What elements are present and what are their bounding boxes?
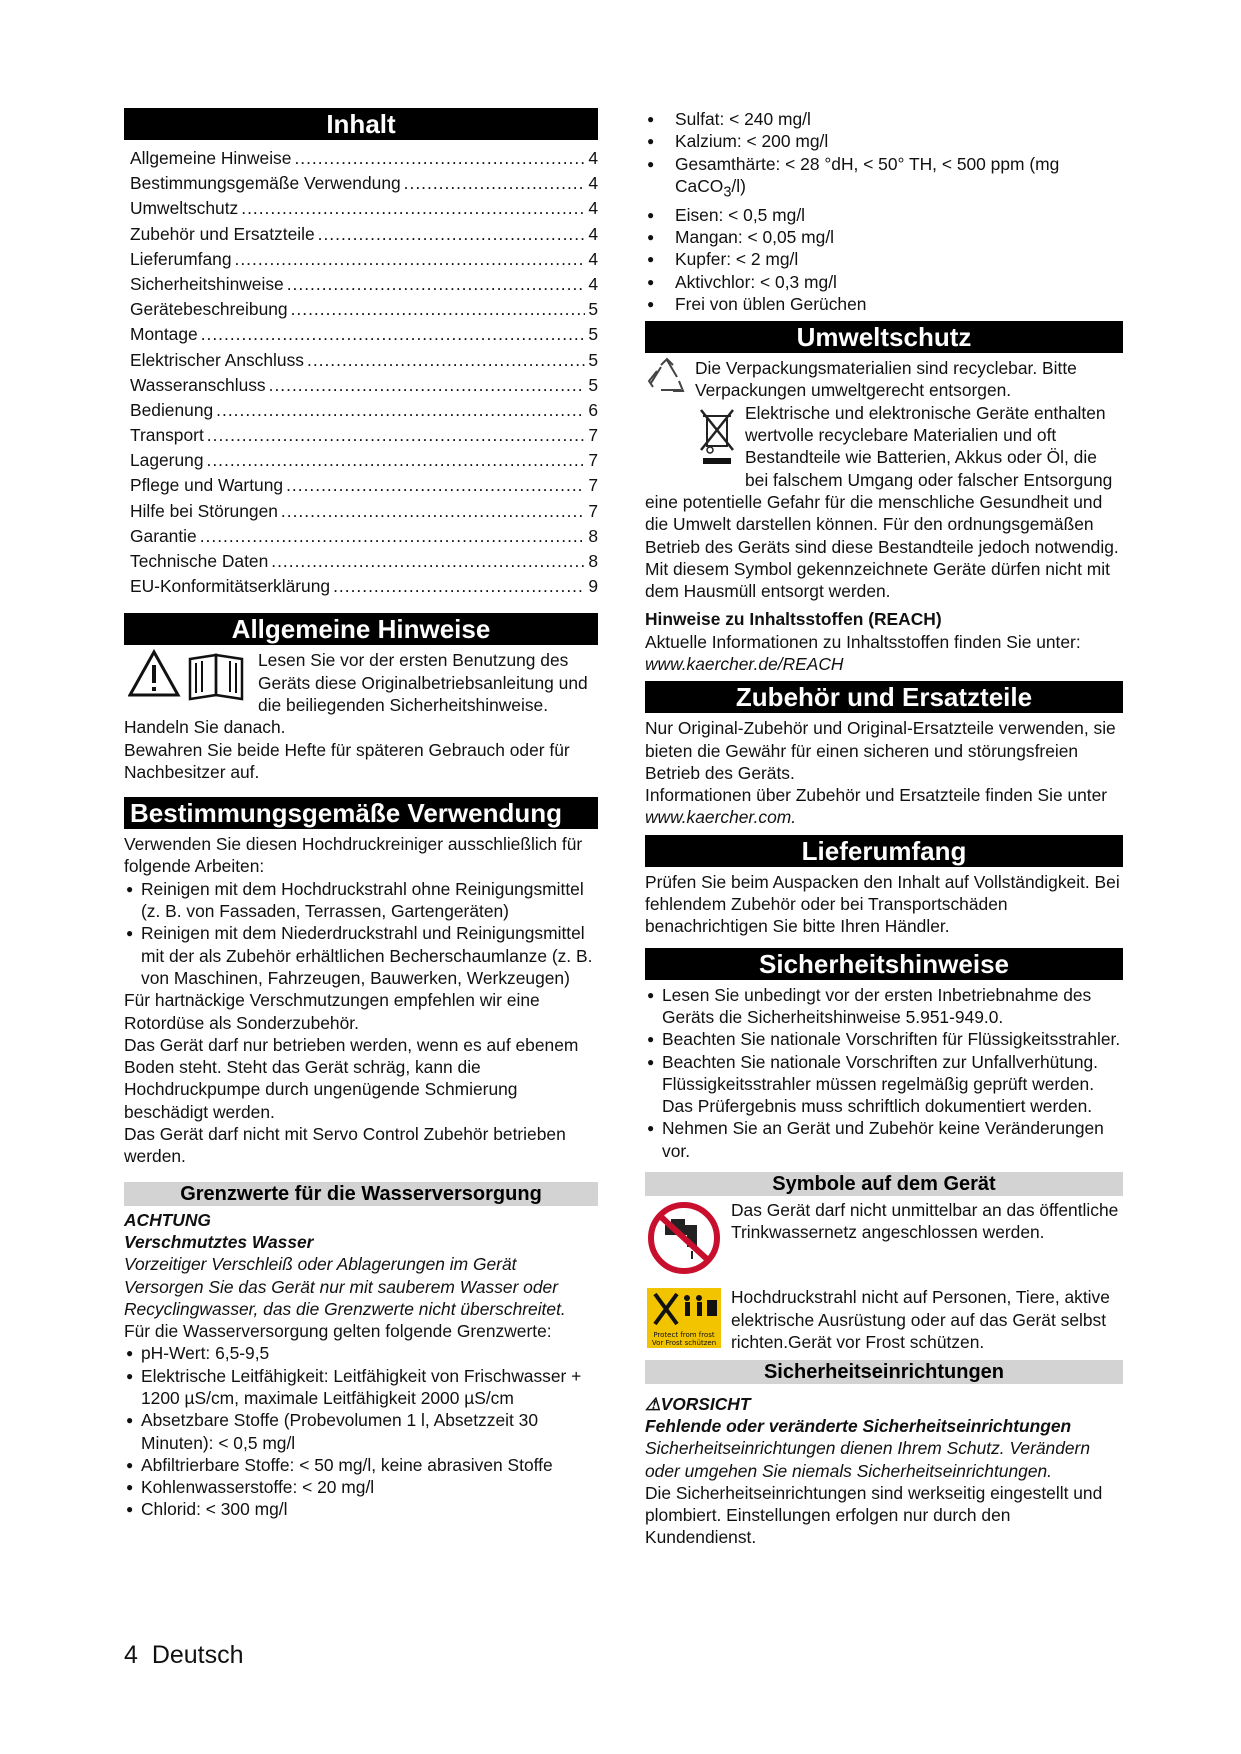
toc-entry-page: 4 bbox=[588, 173, 598, 194]
crossed-bin-icon bbox=[697, 406, 737, 471]
toc-entry[interactable] bbox=[130, 499, 598, 524]
toc-entry[interactable] bbox=[130, 373, 598, 398]
subscript-3: 3 bbox=[723, 184, 732, 201]
list-item: ● Sulfat: < 240 mg/l bbox=[645, 108, 1123, 130]
section-heading-allgemeine-hinweise: Allgemeine Hinweise bbox=[124, 613, 598, 645]
reach-text: Aktuelle Informationen zu Inhaltsstoffen finden Sie unter: www.kaercher.de/REACH bbox=[645, 631, 1081, 674]
toc-entry[interactable] bbox=[130, 322, 598, 347]
lieferumfang-paragraph: Prüfen Sie beim Auspacken den Inhalt auf Vollständigkeit. Bei fehlendem Zubehör oder bei Transportschäden benachrichtigen Sie bitte Ihren Händler. bbox=[645, 871, 1120, 937]
section-heading-umweltschutz: Umweltschutz bbox=[645, 321, 1123, 353]
toc-entry-title: Bestimmungsgemäße Verwendung bbox=[130, 173, 401, 194]
toc-entry-page: 4 bbox=[588, 223, 598, 244]
toc-entry-page: 7 bbox=[588, 500, 598, 521]
toc-leader-dots bbox=[201, 322, 586, 347]
no-spray-frost-warning-icon bbox=[647, 1288, 721, 1353]
allgemeine-hinweise-paragraph-2: Bewahren Sie beide Hefte für späteren Gebrauch oder für Nachbesitzer auf. bbox=[124, 739, 570, 782]
list-item: ● pH-Wert: 6,5-9,5 bbox=[124, 1342, 598, 1364]
zubehoer-paragraph-1: Nur Original-Zubehör und Original-Ersatzteile verwenden, sie bieten die Gewähr für einen sicheren und störungsfreien Betrieb des Geräts. bbox=[645, 718, 1116, 783]
toc-entry-page: 7 bbox=[588, 425, 598, 446]
table-of-contents bbox=[130, 146, 598, 599]
toc-entry-title: Pflege und Wartung bbox=[130, 475, 284, 496]
list-item: ● Abfiltrierbare Stoffe: < 50 mg/l, keine abrasiven Stoffe bbox=[124, 1454, 598, 1476]
toc-entry-title: Allgemeine Hinweise bbox=[130, 148, 292, 168]
toc-leader-dots bbox=[287, 272, 586, 297]
no-drinking-water-connection-icon bbox=[647, 1201, 721, 1280]
list-item: ● Kupfer: < 2 mg/l bbox=[645, 248, 1123, 270]
toc-entry-title: Zubehör und Ersatzteile bbox=[130, 223, 315, 244]
toc-entry-page: 5 bbox=[588, 374, 598, 395]
list-item: ● Gesamthärte: < 28 °dH, < 50° TH, < 500 ppm (mg CaCO$_3$/l) bbox=[645, 153, 1123, 204]
toc-leader-dots bbox=[207, 423, 586, 448]
list-item: ● Reinigen mit dem Niederdruckstrahl und Reinigungsmittel mit der als Zubehör erhältlichen Becherschaumlanze (z. B. von Maschinen, Fahrzeugen, Bauwerken, Werkzeugen) bbox=[124, 922, 598, 989]
symbol-label-2: Vor Frost schützen bbox=[651, 1339, 717, 1348]
vorsicht-text: Sicherheitseinrichtungen dienen Ihrem Schutz. Verändern oder umgehen Sie niemals Sicherheitseinrichtungen. bbox=[645, 1438, 1091, 1481]
toc-entry[interactable] bbox=[130, 549, 598, 574]
sicherheitshinweise-list bbox=[645, 984, 1123, 1162]
toc-entry-page: 5 bbox=[588, 299, 598, 320]
grenzwerte-notice-text: Vorzeitiger Verschleiß oder Ablagerungen im Gerät Versorgen Sie das Gerät nur mit sauberem Wasser oder Recyclingwasser, das die Grenzwerte nicht überschreitet. bbox=[124, 1254, 566, 1319]
toc-leader-dots bbox=[269, 373, 586, 398]
footer-language: Deutsch bbox=[151, 1641, 244, 1669]
list-item: ● Beachten Sie nationale Vorschriften zur Unfallverhütung. Flüssigkeitsstrahler müssen regelmäßig geprüft werden. Das Prüfergebnis muss schriftlich dokumentiert werden. bbox=[645, 1051, 1123, 1118]
section-heading-sicherheitshinweise: Sicherheitshinweise bbox=[645, 948, 1123, 980]
section-heading-zubehoer: Zubehör und Ersatzteile bbox=[645, 681, 1123, 713]
list-item: ● Frei von üblen Gerüchen bbox=[645, 293, 1123, 315]
list-item: ● Aktivchlor: < 0,3 mg/l bbox=[645, 271, 1123, 293]
zubehoer-paragraph-2: Informationen über Zubehör und Ersatzteile finden Sie unter www.kaercher.com. bbox=[645, 785, 1108, 828]
toc-entry[interactable] bbox=[130, 272, 598, 297]
toc-leader-dots bbox=[271, 549, 585, 574]
toc-entry-title: Elektrischer Anschluss bbox=[130, 349, 304, 370]
allgemeine-hinweise-body bbox=[124, 649, 598, 783]
toc-entry-page: 4 bbox=[588, 273, 598, 294]
toc-entry-title: Lagerung bbox=[130, 450, 204, 471]
toc-leader-dots bbox=[207, 448, 586, 473]
toc-entry-page: 4 bbox=[588, 248, 598, 269]
list-item: ● Lesen Sie unbedingt vor der ersten Inbetriebnahme des Geräts die Sicherheitshinweise 5.951-949.0. bbox=[645, 984, 1123, 1029]
vorsicht-title: Fehlende oder veränderte Sicherheitseinrichtungen bbox=[645, 1415, 1072, 1436]
toc-entry-title: Umweltschutz bbox=[130, 198, 239, 219]
toc-entry-title: Bedienung bbox=[130, 399, 214, 420]
page-footer bbox=[124, 1641, 244, 1669]
toc-entry-title: Gerätebeschreibung bbox=[130, 299, 288, 320]
toc-entry[interactable] bbox=[130, 196, 598, 221]
toc-entry-title: Wasseranschluss bbox=[130, 374, 266, 395]
toc-entry-title: Montage bbox=[130, 324, 198, 345]
section-heading-lieferumfang: Lieferumfang bbox=[645, 835, 1123, 867]
umweltschutz-body bbox=[645, 357, 1123, 602]
subheading-symbole: Symbole auf dem Gerät bbox=[645, 1172, 1123, 1196]
toc-entry[interactable] bbox=[130, 348, 598, 373]
toc-leader-dots bbox=[318, 222, 586, 247]
grenzwerte-notice-label: ACHTUNG bbox=[124, 1209, 211, 1230]
bestimmung-intro: Verwenden Sie diesen Hochdruckreiniger ausschließlich für folgende Arbeiten: bbox=[124, 834, 583, 877]
list-item: ● Reinigen mit dem Hochdruckstrahl ohne Reinigungsmittel (z. B. von Fassaden, Terrassen, Gartengeräten) bbox=[124, 878, 598, 923]
warning-manual-icon bbox=[128, 649, 250, 706]
list-item: ● Kohlenwasserstoffe: < 20 mg/l bbox=[124, 1476, 598, 1498]
toc-entry-page: 5 bbox=[588, 324, 598, 345]
toc-entry[interactable] bbox=[130, 473, 598, 498]
toc-leader-dots bbox=[216, 398, 585, 423]
list-item: ● Elektrische Leitfähigkeit: Leitfähigkeit von Frischwasser + 1200 µS/cm, maximale Leitfähigkeit 2000 µS/cm bbox=[124, 1365, 598, 1410]
list-item: ● Nehmen Sie an Gerät und Zubehör keine Veränderungen vor. bbox=[645, 1117, 1123, 1162]
toc-entry-page: 7 bbox=[588, 475, 598, 496]
kaercher-link[interactable]: www.kaercher.com. bbox=[645, 807, 797, 828]
toc-entry-page: 4 bbox=[588, 198, 598, 219]
toc-leader-dots bbox=[241, 196, 585, 221]
toc-entry[interactable] bbox=[130, 423, 598, 448]
subheading-grenzwerte: Grenzwerte für die Wasserversorgung bbox=[124, 1182, 598, 1206]
bestimmung-paragraph-2: Das Gerät darf nur betrieben werden, wenn es auf ebenem Boden steht. Steht das Gerät schräg, kann die Hochdruckpumpe durch ungenügende Schmierung beschädigt werden. bbox=[124, 1034, 579, 1122]
grenzwerte-notice-title: Verschmutztes Wasser bbox=[124, 1231, 314, 1252]
toc-entry-page: 8 bbox=[588, 551, 598, 571]
toc-entry-page: 7 bbox=[588, 450, 598, 471]
toc-leader-dots bbox=[291, 297, 586, 322]
toc-entry-page: 5 bbox=[588, 349, 598, 370]
toc-entry-title: Lieferumfang bbox=[130, 248, 232, 269]
umweltschutz-paragraph-2: Elektrische und elektronische Geräte enthalten wertvolle recyclebare Materialien und oft Bestandteile wie Batterien, Akkus oder Öl, die bei falschem Umgang oder falscher Entsorgung eine potentielle Gefahr für die menschliche Gesundheit und die Umwelt darstellen können. Für den ordnungsgemäßen Betrieb des Geräts sind diese Bestandteile jedoch notwendig. Mit diesem Symbol gekennzeichnete Geräte dürfen nicht mit dem Hausmüll entsorgt werden. bbox=[645, 402, 1119, 602]
umweltschutz-paragraph-1: Die Verpackungsmaterialien sind recyclebar. Bitte Verpackungen umweltgerecht entsorgen. bbox=[695, 358, 1077, 401]
toc-entry-title: Sicherheitshinweise bbox=[130, 273, 284, 294]
toc-leader-dots bbox=[307, 348, 585, 373]
toc-leader-dots bbox=[200, 524, 586, 549]
toc-leader-dots bbox=[333, 574, 585, 599]
toc-entry[interactable] bbox=[130, 247, 598, 272]
sicherheitseinrichtungen-paragraph: Die Sicherheitseinrichtungen sind werkseitig eingestellt und plombiert. Einstellungen erfolgen nur durch den Kundendienst. bbox=[645, 1482, 1103, 1548]
toc-entry-page: 8 bbox=[588, 525, 598, 546]
toc-entry-page: 9 bbox=[588, 576, 598, 597]
toc-leader-dots bbox=[281, 499, 585, 524]
list-item: ● Kalzium: < 200 mg/l bbox=[645, 130, 1123, 152]
toc-entry[interactable] bbox=[130, 524, 598, 549]
list-item: ● Absetzbare Stoffe (Probevolumen 1 l, Absetzzeit 30 Minuten): < 0,5 mg/l bbox=[124, 1409, 598, 1454]
toc-entry[interactable] bbox=[130, 222, 598, 247]
list-item: ● Mangan: < 0,05 mg/l bbox=[645, 226, 1123, 248]
toc-heading: Inhalt bbox=[124, 108, 598, 140]
bestimmung-list bbox=[124, 878, 598, 989]
symbol-label-1: Protect from frost bbox=[653, 1331, 715, 1340]
grenzwerte-list bbox=[124, 1342, 598, 1520]
section-heading-bestimmungsgemaesse-verwendung: Bestimmungsgemäße Verwendung bbox=[124, 797, 598, 829]
grenzwerte-list-continued bbox=[645, 108, 1123, 315]
toc-leader-dots bbox=[235, 247, 586, 272]
bestimmung-paragraph-1: Für hartnäckige Verschmutzungen empfehlen wir eine Rotordüse als Sonderzubehör. bbox=[124, 990, 540, 1033]
toc-entry-title: Technische Daten bbox=[130, 551, 269, 571]
grenzwerte-intro: Für die Wasserversorgung gelten folgende Grenzwerte: bbox=[124, 1321, 552, 1342]
recycling-icon bbox=[647, 357, 687, 402]
toc-entry[interactable] bbox=[130, 297, 598, 322]
list-item: ● Eisen: < 0,5 mg/l bbox=[645, 204, 1123, 226]
toc-entry-title: Hilfe bei Störungen bbox=[130, 500, 278, 521]
subheading-sicherheitseinrichtungen: Sicherheitseinrichtungen bbox=[645, 1360, 1123, 1384]
symbol-text-1: Das Gerät darf nicht unmittelbar an das öffentliche Trinkwassernetz angeschlossen werden. bbox=[731, 1200, 1119, 1243]
toc-entry[interactable] bbox=[130, 146, 598, 171]
toc-entry-page: 4 bbox=[588, 148, 598, 168]
vorsicht-label: ⚠VORSICHT bbox=[645, 1393, 751, 1414]
toc-entry-title: Garantie bbox=[130, 525, 197, 546]
list-item: ● Chlorid: < 300 mg/l bbox=[124, 1498, 598, 1520]
bestimmung-paragraph-3: Das Gerät darf nicht mit Servo Control Zubehör betrieben werden. bbox=[124, 1124, 566, 1167]
toc-entry[interactable] bbox=[130, 171, 598, 196]
toc-entry[interactable] bbox=[130, 398, 598, 423]
symbol-text-2: Hochdruckstrahl nicht auf Personen, Tiere, aktive elektrische Ausrüstung oder auf das Gerät selbst richten.Gerät vor Frost schützen. bbox=[731, 1287, 1110, 1352]
page-number: 4 bbox=[124, 1641, 138, 1669]
toc-entry-title: EU-Konformitätserklärung bbox=[130, 576, 331, 597]
reach-title: Hinweise zu Inhaltsstoffen (REACH) bbox=[645, 609, 942, 630]
toc-entry-title: Transport bbox=[130, 425, 204, 446]
toc-leader-dots bbox=[404, 171, 586, 196]
symbol-row-trinkwasser bbox=[645, 1199, 1123, 1280]
toc-entry[interactable] bbox=[130, 448, 598, 473]
allgemeine-hinweise-paragraph-1: Lesen Sie vor der ersten Benutzung des Geräts diese Originalbetriebsanleitung und die beiliegenden Sicherheitshinweise. Handeln Sie danach. bbox=[124, 650, 588, 738]
toc-entry-page: 6 bbox=[588, 399, 598, 420]
symbol-row-hochdruck bbox=[645, 1286, 1123, 1353]
caution-icon: ⚠ bbox=[645, 1393, 661, 1414]
toc-leader-dots bbox=[294, 146, 585, 171]
list-item: ● Beachten Sie nationale Vorschriften für Flüssigkeitsstrahler. bbox=[645, 1028, 1123, 1050]
right-column bbox=[645, 108, 1123, 1549]
toc-leader-dots bbox=[286, 473, 585, 498]
reach-link[interactable]: www.kaercher.de/REACH bbox=[645, 654, 844, 674]
left-column bbox=[124, 108, 598, 1521]
toc-entry[interactable] bbox=[130, 574, 598, 599]
